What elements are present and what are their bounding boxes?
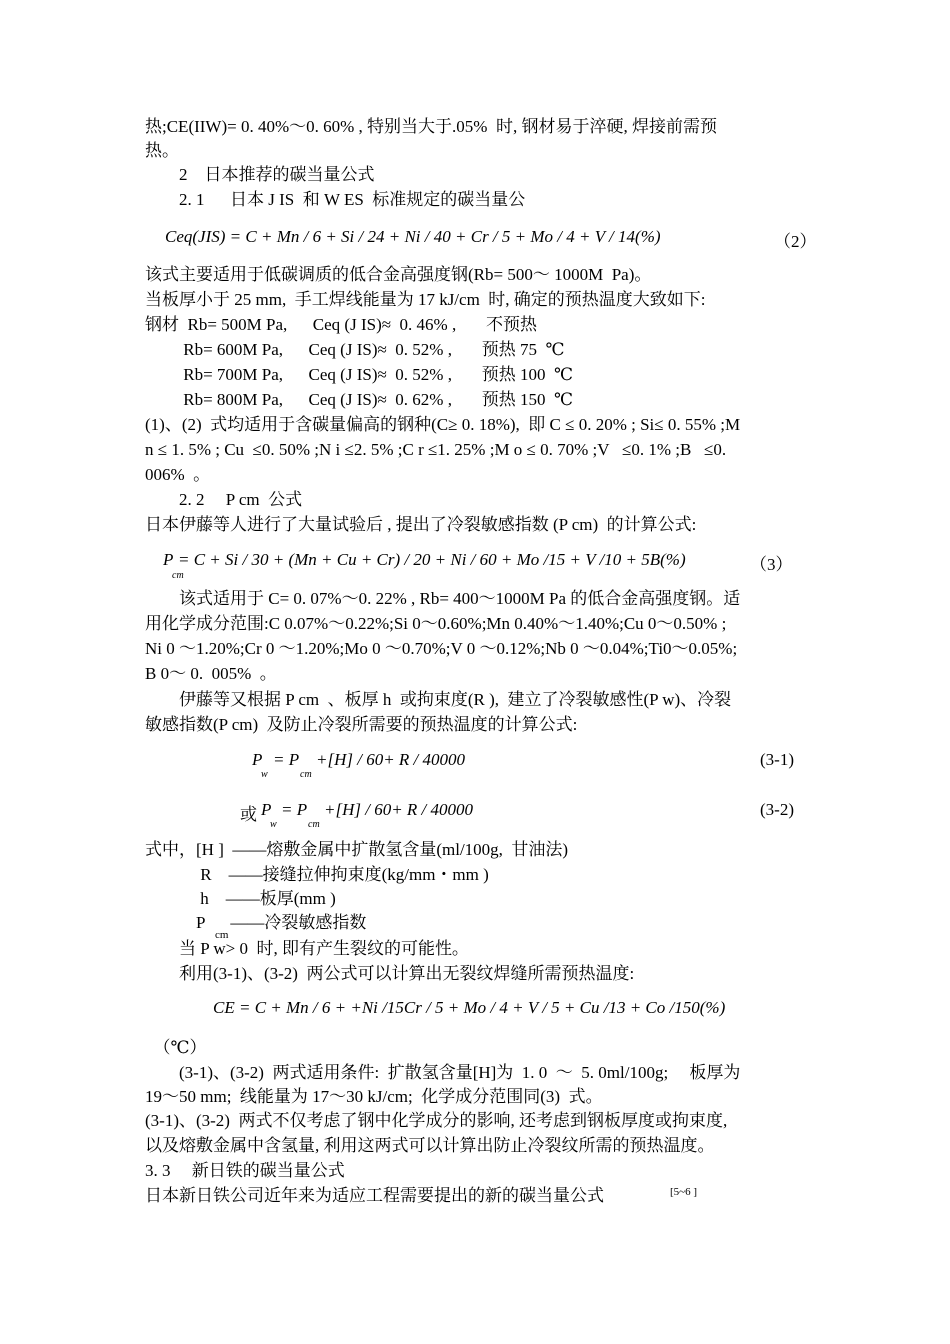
- subsection-heading: 2. 2 P cm 公式: [145, 490, 303, 509]
- text-line: Rb= 600M Pa, Ceq (J IS)≈ 0. 52% , 预热 75 ℃: [145, 340, 565, 359]
- text-line: 用化学成分范围:C 0.07%～0.22%;Si 0～0.60%;Mn 0.40%～1.40%;Cu 0～0.50% ;: [145, 614, 727, 633]
- text-line: 钢材 Rb= 500M Pa, Ceq (J IS)≈ 0. 46% , 不预热: [145, 315, 537, 334]
- section-heading: 2 日本推荐的碳当量公式: [145, 165, 375, 184]
- pcm-subscript: cm: [215, 929, 229, 941]
- text-line: 式中，[H ] ——熔敷金属中扩散氢含量(ml/100g, 甘油法): [145, 840, 569, 859]
- text-line: 热;CE(IIW)= 0. 40%～0. 60% , 特别当大于.05% 时, 钢材易于淬硬, 焊接前需预: [145, 117, 717, 136]
- text-line: R ——接缝拉伸拘束度(kg/mm・mm ): [145, 865, 489, 884]
- equation-3-symbol: P: [163, 550, 174, 569]
- text-line: 日本伊藤等人进行了大量试验后 , 提出了冷裂敏感指数 (P cm) 的计算公式:: [145, 515, 697, 534]
- equation-3-1-lhs: P: [252, 750, 263, 769]
- equation-number: (3-2): [760, 800, 794, 819]
- equation-3: = C + Si / 30 + (Mn + Cu + Cr) / 20 + Ni / 60 + Mo /15 + V /10 + 5B(%): [178, 550, 686, 569]
- text-line: 热。: [145, 141, 179, 160]
- equation-number: （2）: [774, 232, 817, 251]
- text-line: 敏感指数(P cm) 及防止冷裂所需要的预热温度的计算公式:: [145, 715, 578, 734]
- text-line: Rb= 700M Pa, Ceq (J IS)≈ 0. 52% , 预热 100 ℃: [145, 365, 573, 384]
- text-line: (3-1)、(3-2) 两式不仅考虑了钢中化学成分的影响, 还考虑到钢板厚度或拘束度,: [145, 1111, 728, 1130]
- text-line: 当 P w> 0 时, 即有产生裂纹的可能性。: [145, 939, 469, 958]
- text-line: Rb= 800M Pa, Ceq (J IS)≈ 0. 62% , 预热 150 ℃: [145, 390, 573, 409]
- text-line: 伊藤等又根据 P cm 、板厚 h 或拘束度(R ), 建立了冷裂敏感性(P w)、冷裂: [145, 690, 732, 709]
- text-line: P ——冷裂敏感指数: [145, 913, 367, 932]
- equation-3-2-prefix: 或: [240, 805, 257, 824]
- equation-3-2-lhs: P: [261, 800, 272, 819]
- text-line: 该式适用于 C= 0. 07%～0. 22% , Rb= 400～1000M Pa 的低合金高强度钢。适: [145, 589, 741, 608]
- equation-ce: CE = C + Mn / 6 + +Ni /15Cr / 5 + Mo / 4 + V / 5 + Cu /13 + Co /150(%): [213, 998, 726, 1017]
- equation-3-1: +[H] / 60+ R / 40000: [316, 750, 466, 769]
- equation-2: Ceq(JIS) = C + Mn / 6 + Si / 24 + Ni / 40 + Cr / 5 + Mo / 4 + V / 14(%): [165, 227, 661, 246]
- subsection-heading: 2. 1 日本 J IS 和 W ES 标准规定的碳当量公: [145, 190, 526, 209]
- equation-3-1-lhs-sub: w: [261, 769, 268, 780]
- text-line: B 0～ 0. 005% 。: [145, 664, 277, 683]
- equation-3-2-rhs-sub: cm: [308, 819, 320, 830]
- text-line: 当板厚小于 25 mm, 手工焊线能量为 17 kJ/cm 时, 确定的预热温度大致如下:: [145, 290, 706, 309]
- equation-number: （3）: [750, 555, 793, 574]
- text-line: (3-1)、(3-2) 两式适用条件: 扩散氢含量[H]为 1. 0 ～ 5. 0ml/100g; 板厚为: [145, 1063, 741, 1082]
- equation-number: (3-1): [760, 750, 794, 769]
- text-line: 日本新日铁公司近年来为适应工程需要提出的新的碳当量公式: [145, 1186, 604, 1205]
- equation-3-1-rhs-sub: cm: [300, 769, 312, 780]
- section-heading: 3. 3 新日铁的碳当量公式: [145, 1161, 345, 1180]
- equation-3-2-eq: = P: [281, 800, 308, 819]
- text-line: Ni 0 ～1.20%;Cr 0 ～1.20%;Mo 0 ～0.70%;V 0 ～0.12%;Nb 0 ～0.04%;Ti0～0.05%;: [145, 639, 738, 658]
- text-line: （℃）: [145, 1038, 207, 1057]
- equation-3-1-eq: = P: [273, 750, 300, 769]
- text-line: 006% 。: [145, 465, 211, 484]
- text-line: n ≤ 1. 5% ; Cu ≤0. 50% ;N i ≤2. 5% ;C r ≤1. 25% ;M o ≤ 0. 70% ;V ≤0. 1% ;B ≤0.: [145, 440, 727, 459]
- equation-3-subscript: cm: [172, 570, 184, 581]
- text-line: 利用(3-1)、(3-2) 两公式可以计算出无裂纹焊缝所需预热温度:: [145, 964, 635, 983]
- text-line: (1)、(2) 式均适用于含碳量偏高的钢种(C≥ 0. 18%), 即 C ≤ 0. 20% ; Si≤ 0. 55% ;M: [145, 415, 741, 434]
- text-line: 以及熔敷金属中含氢量, 利用这两式可以计算出防止冷裂纹所需的预热温度。: [145, 1136, 715, 1155]
- text-line: 19～50 mm; 线能量为 17～30 kJ/cm; 化学成分范围同(3) 式。: [145, 1087, 603, 1106]
- text-line: 该式主要适用于低碳调质的低合金高强度钢(Rb= 500～ 1000M Pa)。: [145, 265, 652, 284]
- reference-superscript: [5~6 ]: [670, 1186, 698, 1198]
- equation-3-2: +[H] / 60+ R / 40000: [324, 800, 474, 819]
- text-line: h ——板厚(mm ): [145, 889, 336, 908]
- equation-3-2-lhs-sub: w: [270, 819, 277, 830]
